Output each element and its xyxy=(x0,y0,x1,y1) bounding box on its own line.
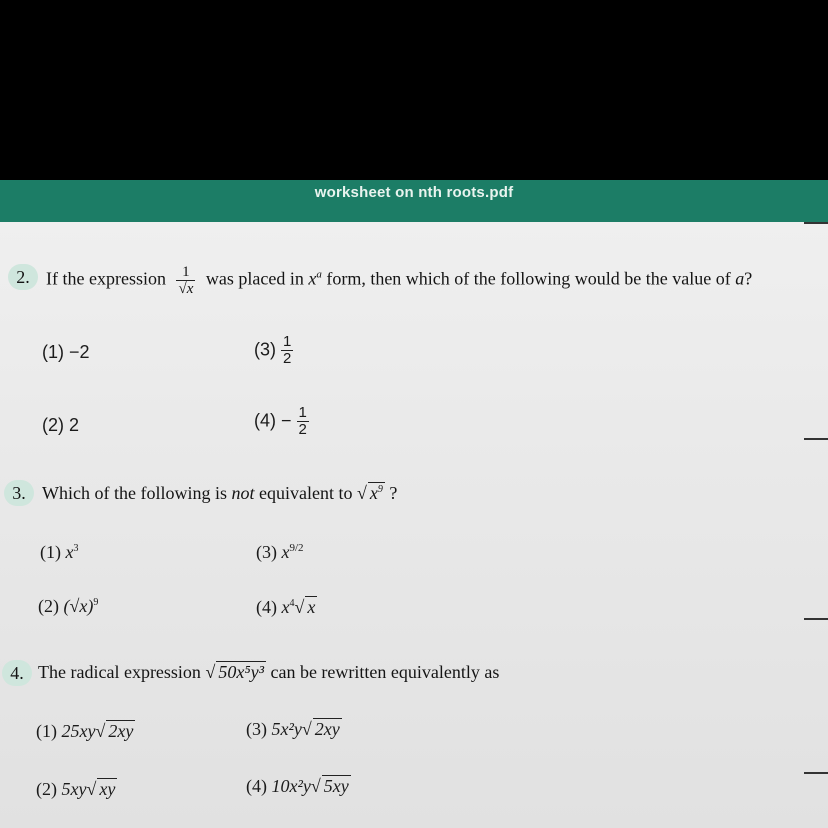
fraction-numerator: 1 xyxy=(176,264,195,281)
option-radicand: 2xy xyxy=(108,721,134,741)
pdf-page[interactable] xyxy=(0,222,828,828)
option-radicand: 2xy xyxy=(314,719,340,739)
fraction-denominator: 2 xyxy=(283,350,292,367)
question-3-text: Which of the following is not equivalent to √ $x^9$ ? xyxy=(42,483,398,503)
option-value: 2 xyxy=(69,415,80,435)
document-title: worksheet on nth roots.pdf xyxy=(314,184,514,201)
question-number: 2. xyxy=(16,267,30,287)
power-base: x xyxy=(308,268,317,289)
question-2-text xyxy=(46,264,752,297)
option-fraction xyxy=(281,334,293,367)
option-exponent: 9/2 xyxy=(289,542,304,554)
question-number: 3. xyxy=(12,483,26,503)
option-label: (3) xyxy=(256,542,277,562)
fraction-numerator: 1 xyxy=(298,404,307,421)
option-3-1[interactable] xyxy=(40,542,79,563)
emphasis-not: not xyxy=(231,483,255,503)
power-exponent: a xyxy=(316,268,322,281)
option-4-4[interactable]: (4) 10x²y√ 5xy xyxy=(246,776,349,796)
expression-fraction xyxy=(176,264,195,297)
question-text: If the expression xyxy=(46,268,166,289)
option-radicand: 5xy xyxy=(323,776,349,796)
option-base: x xyxy=(281,542,290,562)
radical xyxy=(368,482,385,504)
option-exponent: 9 xyxy=(93,597,99,608)
question-text: Which of the following is xyxy=(42,483,227,503)
option-label: (2) xyxy=(38,596,59,616)
option-label: (4) xyxy=(246,776,267,796)
option-3-3[interactable] xyxy=(256,542,304,563)
question-text: equivalent to xyxy=(258,483,353,503)
option-expression: (√x) xyxy=(63,596,94,616)
option-coefficient: 5xy xyxy=(61,779,87,799)
option-3-4[interactable]: (4) $x^4√$ x xyxy=(256,597,316,617)
option-base: x xyxy=(281,597,290,617)
question-number-badge xyxy=(8,264,38,290)
option-4-3[interactable]: (3) 5x²y√ 2xy xyxy=(246,719,340,739)
page-edge-mark xyxy=(804,222,828,224)
fraction-denominator: 2 xyxy=(298,421,307,438)
option-4-1[interactable]: (1) 25xy√ 2xy xyxy=(36,721,134,741)
option-label: (3) xyxy=(246,719,267,739)
option-radicand: xy xyxy=(99,779,116,799)
option-sign: − xyxy=(281,410,292,431)
option-2-2[interactable] xyxy=(42,415,79,436)
option-label: (2) xyxy=(36,779,57,799)
question-text: form, then which of the following would be the value of xyxy=(326,268,731,289)
option-fraction xyxy=(297,405,309,438)
page-edge-mark xyxy=(804,772,828,774)
question-text: The radical expression xyxy=(38,662,201,682)
option-radicand: x xyxy=(307,597,316,617)
option-coefficient: 5x²y xyxy=(271,719,302,739)
question-number-badge xyxy=(4,480,34,506)
radicand: 50x⁵y³ xyxy=(218,662,264,682)
option-label: (1) xyxy=(40,542,61,562)
option-label: (1) xyxy=(36,721,57,741)
option-exponent: 3 xyxy=(73,543,79,554)
question-number: 4. xyxy=(10,663,24,683)
option-coefficient: 25xy xyxy=(61,721,96,741)
option-3-2[interactable] xyxy=(38,596,98,617)
pdf-title-bar xyxy=(0,180,828,222)
radicand: x xyxy=(369,483,378,503)
option-4-2[interactable]: (2) 5xy√ xy xyxy=(36,779,116,799)
page-edge-mark xyxy=(804,618,828,620)
option-label: (2) xyxy=(42,415,64,435)
page-edge-mark xyxy=(804,438,828,440)
question-text: can be rewritten equivalently as xyxy=(270,662,500,682)
option-label: (1) xyxy=(42,342,64,362)
option-coefficient: 10x²y xyxy=(271,776,311,796)
option-2-3[interactable] xyxy=(254,334,293,367)
question-mark: ? xyxy=(744,268,753,289)
question-text: was placed in xyxy=(205,268,304,289)
fraction-denominator: √x xyxy=(178,281,194,297)
option-label: (4) xyxy=(256,597,277,617)
option-base: x xyxy=(65,542,74,562)
option-exponent: 4 xyxy=(289,598,295,609)
option-label: (3) xyxy=(254,339,276,360)
option-value: −2 xyxy=(69,342,90,362)
fraction-numerator: 1 xyxy=(283,333,292,350)
option-2-4[interactable] xyxy=(254,405,309,438)
question-number-badge xyxy=(2,660,32,686)
option-2-1[interactable] xyxy=(42,342,90,363)
question-4-text: The radical expression √ 50x⁵y³ can be rewritten equivalently as xyxy=(38,662,500,682)
radicand-exponent: 9 xyxy=(377,484,383,495)
variable-a: a xyxy=(735,268,745,289)
question-mark: ? xyxy=(389,483,398,503)
option-label: (4) xyxy=(254,410,276,431)
